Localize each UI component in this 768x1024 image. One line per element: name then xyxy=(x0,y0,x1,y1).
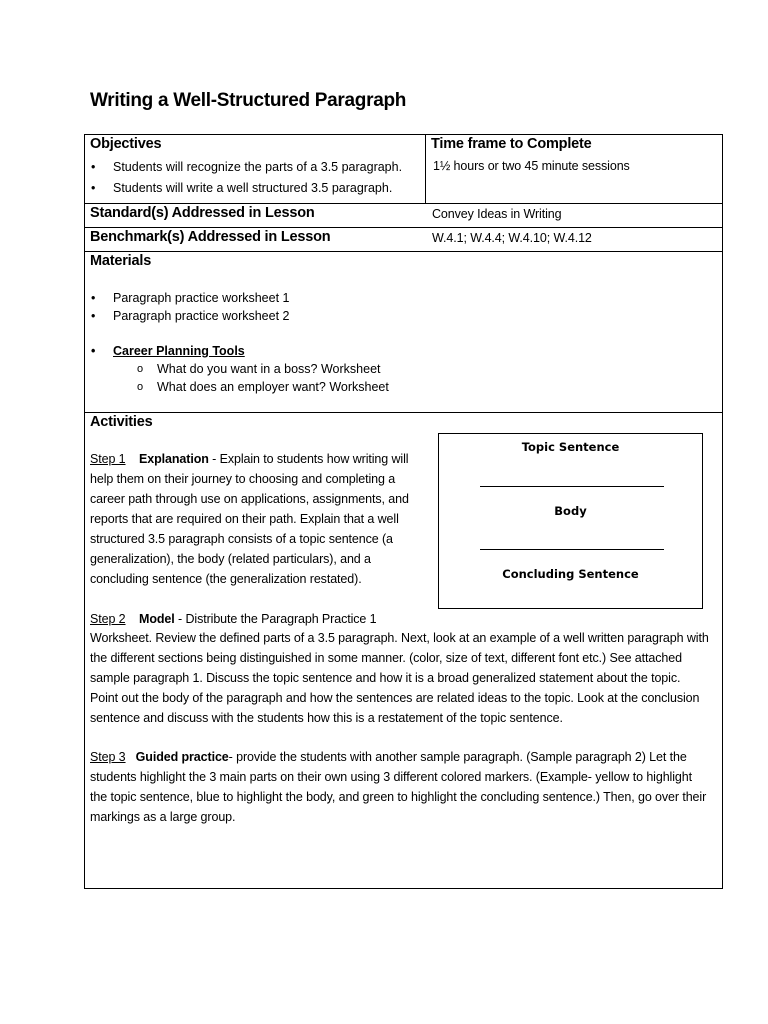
step-3-line: students highlight the 3 main parts on their own using 3 different colored markers. (Example- yellow to highlight xyxy=(90,770,692,784)
diagram-concluding-label: Concluding Sentence xyxy=(502,567,639,581)
row-divider xyxy=(85,203,722,204)
diagram-topic-label: Topic Sentence xyxy=(521,440,620,454)
step-1-line: concluding sentence (the generalization restated). xyxy=(90,572,362,586)
objectives-heading: Objectives xyxy=(90,136,162,152)
step-1-line: help them on their journey to choosing and completing a xyxy=(90,472,396,486)
step-1-line: structured 3.5 paragraph consists of a topic sentence (a xyxy=(90,532,393,546)
objective-item: • Students will write a well structured 3.5 paragraph. xyxy=(113,179,392,197)
activities-heading: Activities xyxy=(90,414,153,430)
career-item: o What does an employer want? Worksheet xyxy=(157,378,389,396)
standards-heading: Standard(s) Addressed in Lesson xyxy=(90,205,315,221)
step-1-label: Step 1 xyxy=(90,452,126,466)
step-2-line: the different sections being distinguished in some manner. (color, size of text, different font etc.) See attached xyxy=(90,651,682,665)
row-divider xyxy=(85,227,722,228)
career-item: o What do you want in a boss? Worksheet xyxy=(157,360,381,378)
step-1-line: generalization), the body (related particulars), and a xyxy=(90,552,371,566)
step-2-line: Step 2 Model - Distribute the Paragraph Practice 1 xyxy=(90,612,377,626)
step-3-line: the topic sentence, blue to highlight the body, and green to highlight the concluding sentence.) Then, go over their xyxy=(90,790,707,804)
materials-item: • Paragraph practice worksheet 1 xyxy=(113,289,289,307)
step-1-line: career path through use on applications, assignments, and xyxy=(90,492,409,506)
step-2-line: Point out the body of the paragraph and how the sentences are related ideas to the topic. Look at the conclusion xyxy=(90,691,700,705)
benchmarks-value: W.4.1; W.4.4; W.4.10; W.4.12 xyxy=(432,231,592,245)
diagram-divider xyxy=(480,486,664,487)
step-2-title: Model xyxy=(139,612,175,626)
diagram-body-label: Body xyxy=(554,504,587,518)
timeframe-heading: Time frame to Complete xyxy=(431,136,592,152)
standards-value: Convey Ideas in Writing xyxy=(432,207,562,221)
materials-heading: Materials xyxy=(90,253,152,269)
column-divider xyxy=(425,135,426,203)
paragraph-structure-diagram xyxy=(438,433,703,609)
step-3-line: markings as a large group. xyxy=(90,810,236,824)
row-divider xyxy=(85,251,722,252)
benchmarks-heading: Benchmark(s) Addressed in Lesson xyxy=(90,229,331,245)
step-3-line: Step 3 Guided practice- provide the students with another sample paragraph. (Sample paragraph 2) Let the xyxy=(90,750,687,764)
step-1-line: reports that are required on their path. Explain that a well xyxy=(90,512,399,526)
objective-item: • Students will recognize the parts of a 3.5 paragraph. xyxy=(113,158,402,176)
step-2-line: sample paragraph 1. Discuss the topic sentence and how it is a broad generalized statement about the topic. xyxy=(90,671,681,685)
career-planning-tools-heading: • Career Planning Tools xyxy=(113,342,245,360)
timeframe-value: 1½ hours or two 45 minute sessions xyxy=(433,159,630,173)
step-1-title: Explanation xyxy=(139,452,209,466)
page-title: Writing a Well-Structured Paragraph xyxy=(90,90,407,111)
step-3-label: Step 3 xyxy=(90,750,126,764)
step-2-line: sentence and discuss with the students how this is a restatement of the topic sentence. xyxy=(90,711,563,725)
diagram-divider xyxy=(480,549,664,550)
step-3-title: Guided practice xyxy=(135,750,229,764)
step-1-line: Step 1 Explanation - Explain to students how writing will xyxy=(90,452,409,466)
materials-item: • Paragraph practice worksheet 2 xyxy=(113,307,289,325)
row-divider xyxy=(85,412,722,413)
step-2-label: Step 2 xyxy=(90,612,126,626)
step-2-line: Worksheet. Review the defined parts of a 3.5 paragraph. Next, look at an example of a well written paragraph with xyxy=(90,631,709,645)
